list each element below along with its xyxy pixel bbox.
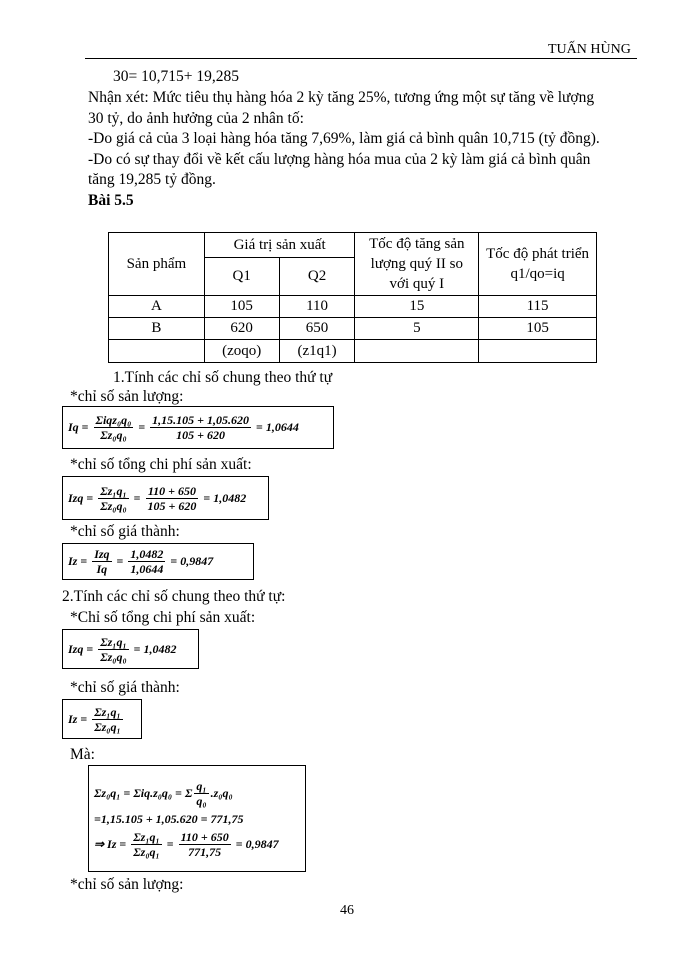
derivation-row-3: ⇒ Iz = $\frac{\text{Σz₁q₁}}{\text{Σz₀q₁}}$ = $\frac{110 + 650}{771,75}$ = 0,9847 [94, 829, 279, 859]
formula-result: 0,9847 [245, 837, 279, 851]
remark-line: tăng 19,285 tỷ đồng. [88, 171, 216, 188]
exercise-heading: Bài 5.5 [88, 192, 134, 209]
subheading: *chỉ số sản lượng: [70, 876, 184, 893]
formula-denominator: 105 + 620 [147, 498, 197, 513]
formula-denominator: Σz₀q₀ [100, 428, 127, 442]
formula-lhs: Iz [68, 711, 78, 726]
section1-title: 1.Tính các chỉ số chung theo thứ tự [113, 369, 333, 386]
formula-denominator: 105 + 620 [176, 428, 226, 442]
cell-note-q1: (zoqo) [204, 340, 279, 363]
cell-growth: 105 [479, 318, 597, 340]
formula-numerator: Σz₁q₁ [133, 829, 160, 844]
table-row [109, 340, 597, 363]
cell-q2: 110 [279, 296, 355, 318]
formula-lhs: Izq [68, 641, 84, 656]
formula-numerator: 1,15.105 + 1,05.620 [152, 413, 250, 427]
header-growth-rate: Tốc độ tăng sản lượng quý II so với quý I [355, 233, 479, 296]
formula-lhs: Iz [68, 554, 78, 568]
remark-line: -Do có sự thay đổi về kết cấu lượng hàng hóa mua của 2 kỳ làm giá cả bình quân [88, 151, 591, 168]
subheading: *chỉ số sản lượng: [70, 388, 184, 405]
ma-label: Mà: [70, 746, 95, 763]
formula-denominator: 771,75 [188, 844, 222, 859]
formula-numerator: Σz₁q₁ [94, 704, 121, 719]
formula-result: 1,0482 [143, 641, 177, 656]
formula-numerator: Izq [94, 547, 110, 561]
formula-denominator: Iq [96, 562, 108, 576]
formula-denominator: Σz₀q₀ [100, 498, 127, 513]
remark-line: Nhận xét: Mức tiêu thụ hàng hóa 2 kỳ tăng 25%, tương ứng một sự tăng về lượng [88, 89, 595, 106]
cost-index-formula-2: Iz = $\frac{\text{Σz₁q₁}}{\text{Σz₀q₁}}$ [62, 699, 142, 739]
page-number: 46 [340, 903, 354, 918]
formula-numerator: 1,0482 [130, 547, 164, 561]
cell-empty [355, 340, 479, 363]
subheading: *chỉ số giá thành: [70, 679, 180, 696]
cost-index-formula: Iz = $\frac{\text{Izq}}{Iq}$ = $\frac{1,0482}{1,0644}$ = 0,9847 [62, 543, 254, 580]
cell-product: A [109, 296, 205, 318]
header-q2: Q2 [279, 258, 355, 296]
author-header: TUẤN HÙNG [548, 42, 631, 57]
formula-numerator: q₁ [196, 778, 207, 793]
cell-growth: 115 [479, 296, 597, 318]
formula-denominator: Σz₀q₁ [94, 719, 121, 734]
formula-result: 0,9847 [180, 554, 214, 568]
table-row [109, 296, 597, 318]
cell-empty [109, 340, 205, 363]
formula-numerator: Σiqz₀q₀ [95, 413, 132, 427]
cell-q1: 105 [204, 296, 279, 318]
formula-numerator: 110 + 650 [180, 829, 229, 844]
header-production-value: Giá trị sản xuất [204, 233, 355, 258]
formula-denominator: q₀ [196, 793, 207, 808]
cell-empty [479, 340, 597, 363]
total-cost-index-formula-2: Izq = $\frac{\text{Σz₁q₁}}{\text{Σz₀q₀}}$ = 1,0482 [62, 629, 199, 669]
cell-note-q2: (z1q1) [279, 340, 355, 363]
formula-result: 1,0644 [265, 420, 299, 434]
cell-rate: 15 [355, 296, 479, 318]
formula-denominator: Σz₀q₁ [133, 844, 160, 859]
cell-product: B [109, 318, 205, 340]
equation-line: 30= 10,715+ 19,285 [113, 68, 239, 85]
subheading: *Chỉ số tổng chi phí sản xuất: [70, 609, 256, 626]
production-table [108, 232, 597, 363]
total-cost-index-formula: Izq = $\frac{\text{Σz₁q₁}}{\text{Σz₀q₀}}$ = $\frac{110 + 650}{105 + 620}$ = 1,0482 [62, 476, 269, 520]
output-index-formula: Iq = $\frac{\text{Σiqz₀q₀}}{\text{Σz₀q₀}}$ = $\frac{1,15.105 + 1,05.620}{105 + 620}$ = 1,0644 [62, 406, 334, 449]
header-product: Sản phẩm [109, 233, 205, 296]
formula-numerator: 110 + 650 [147, 483, 197, 498]
formula-term: .z₀q₀ [210, 786, 233, 800]
section2-title: 2.Tính các chỉ số chung theo thứ tự: [62, 588, 286, 605]
header-development-rate: Tốc độ phát triển q1/qo=iq [479, 233, 597, 296]
formula-result: 1,0482 [213, 490, 247, 505]
header-q1: Q1 [204, 258, 279, 296]
formula-term: Σz₀q₁ [94, 786, 121, 800]
table-row [109, 318, 597, 340]
subheading: *chỉ số tổng chi phí sản xuất: [70, 456, 252, 473]
formula-numerator: Σz₁q₁ [100, 634, 127, 649]
derivation-row-2: =1,15.105 + 1,05.620 = 771,75 [94, 811, 244, 826]
formula-denominator: Σz₀q₀ [100, 649, 127, 664]
derivation-row-1: Σz₀q₁ = Σiq.z₀q₀ = Σ $\frac{\text{q₁}}{\text{q₀}}$ .z₀q₀ [94, 778, 233, 808]
remark-line: -Do giá cả của 3 loại hàng hóa tăng 7,69%, làm giá cả bình quân 10,715 (tỷ đồng). [88, 130, 600, 147]
header-rule [85, 58, 637, 59]
formula-lhs: Iq [68, 420, 79, 434]
cell-q2: 650 [279, 318, 355, 340]
subheading: *chỉ số giá thành: [70, 523, 180, 540]
formula-lhs: ⇒ Iz [94, 837, 117, 851]
formula-lhs: Izq [68, 490, 84, 505]
formula-term: Σiq.z₀q₀ [133, 786, 173, 800]
formula-denominator: 1,0644 [130, 562, 164, 576]
formula-numerator: Σz₁q₁ [100, 483, 127, 498]
cell-q1: 620 [204, 318, 279, 340]
derivation-formula [88, 765, 306, 872]
remark-line: 30 tỷ, do ảnh hưởng của 2 nhân tố: [88, 110, 304, 127]
cell-rate: 5 [355, 318, 479, 340]
